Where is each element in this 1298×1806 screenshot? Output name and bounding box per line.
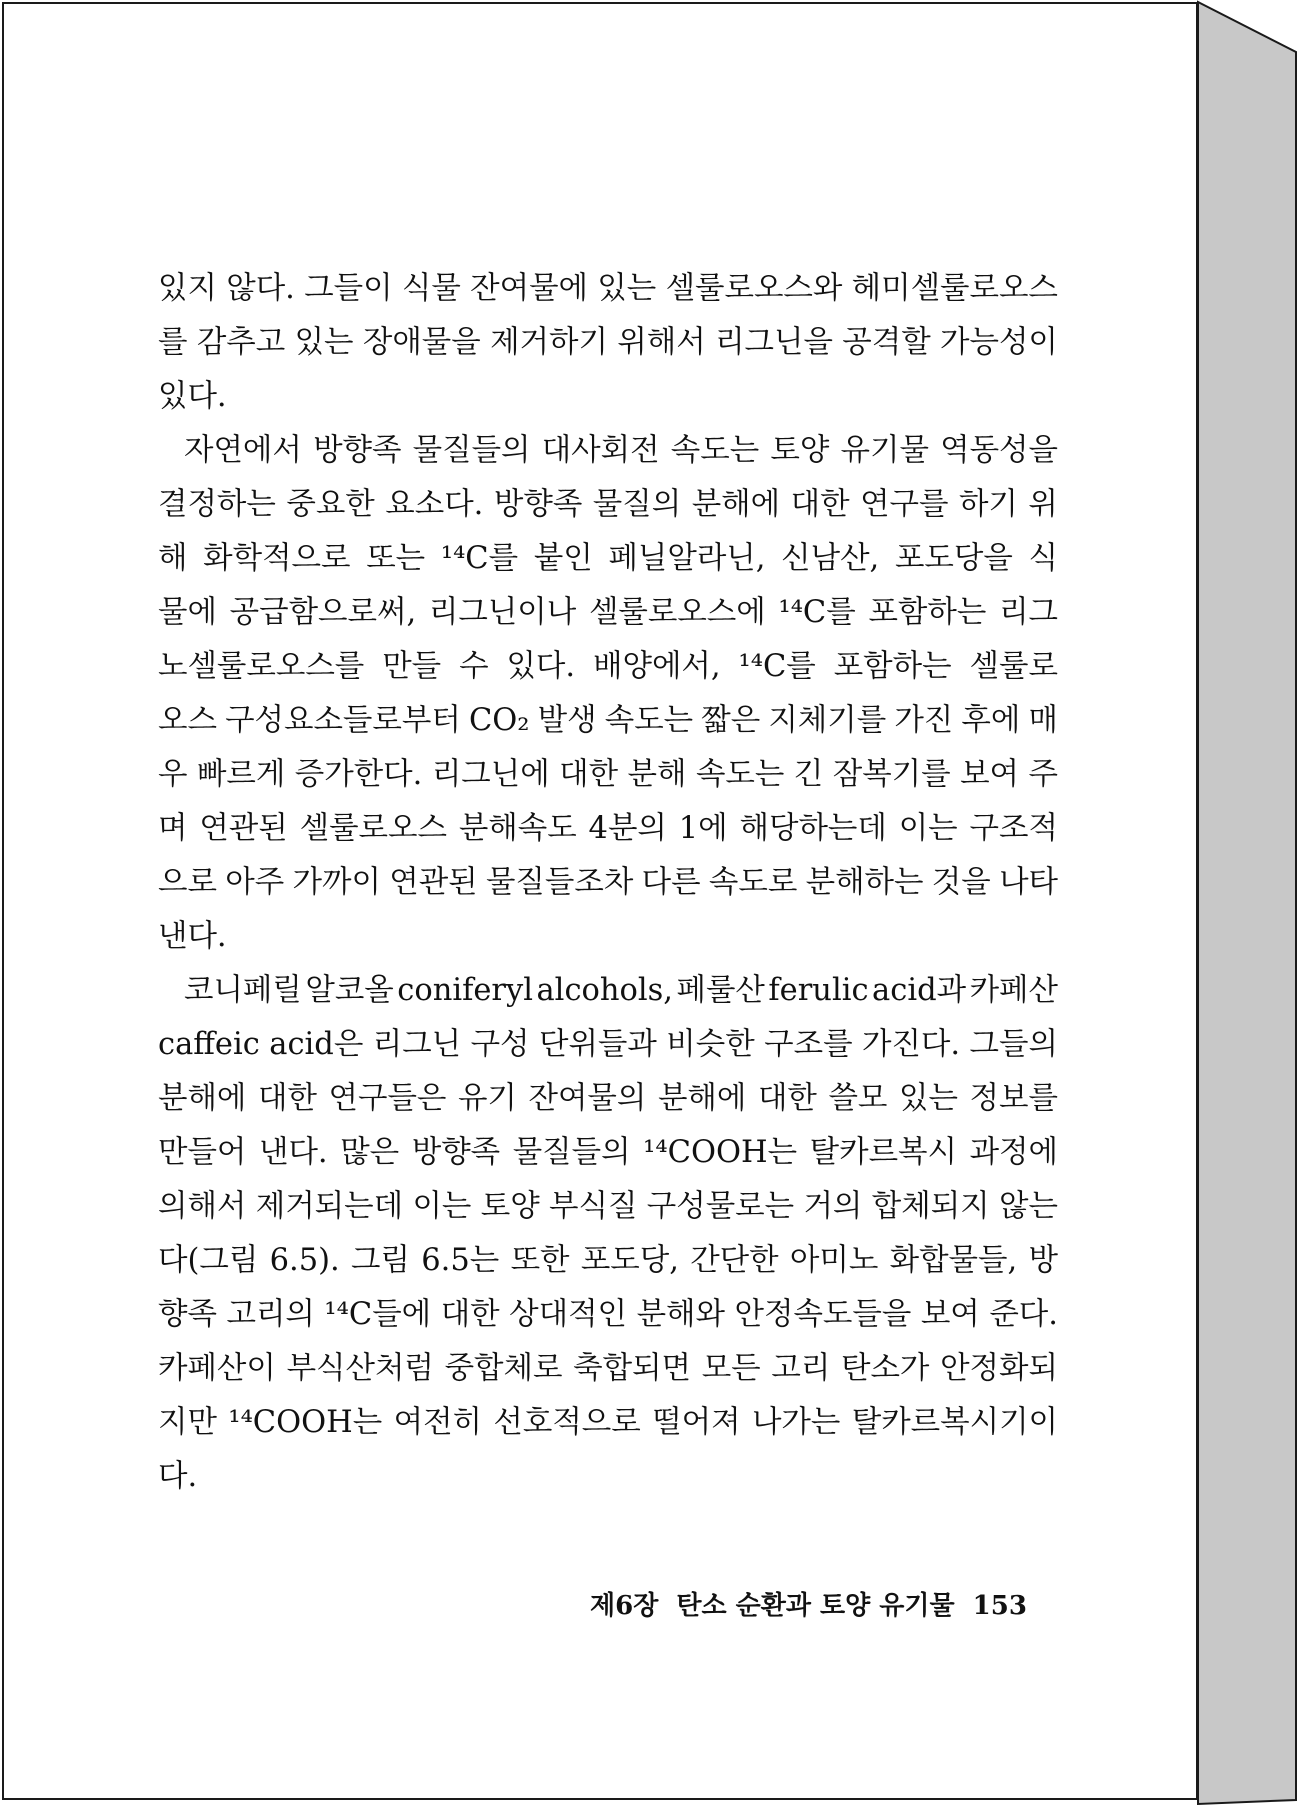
paragraph-first-line: 자연에서 방향족 물질들의 대사회전 속도는 토양 유기물 역동성을 (184, 433, 1058, 468)
text-line: 있지 않다. 그들이 식물 잔여물에 있는 셀룰로오스와 헤미셀룰로오스 (158, 271, 1058, 306)
text-line: 며 연관된 셀룰로오스 분해속도 4분의 1에 해당하는데 이는 구조적 (158, 811, 1058, 846)
text-line: 노셀룰로오스를 만들 수 있다. 배양에서, ¹⁴C를 포함하는 셀룰로 (158, 649, 1058, 684)
text-line: 분해에 대한 연구들은 유기 잔여물의 분해에 대한 쓸모 있는 정보를 (158, 1081, 1058, 1116)
text-line: 해 화학적으로 또는 ¹⁴C를 붙인 페닐알라닌, 신남산, 포도당을 식 (158, 541, 1058, 576)
text-line: caffeic acid은 리그닌 구성 단위들과 비슷한 구조를 가진다. 그들의 (158, 1027, 1058, 1062)
text-line: 지만 ¹⁴COOH는 여전히 선호적으로 떨어져 나가는 탈카르복시기이 (158, 1405, 1058, 1440)
text-line: 있다. (158, 379, 227, 414)
text-line: 를 감추고 있는 장애물을 제거하기 위해서 리그닌을 공격할 가능성이 (158, 325, 1058, 360)
body-text (158, 262, 1058, 1504)
text-line: 만들어 낸다. 많은 방향족 물질들의 ¹⁴COOH는 탈카르복시 과정에 (158, 1135, 1058, 1170)
running-footer (590, 1585, 1027, 1622)
text-line: 우 빠르게 증가한다. 리그닌에 대한 분해 속도는 긴 잠복기를 보여 주 (158, 757, 1058, 792)
text-line: 다(그림 6.5). 그림 6.5는 또한 포도당, 간단한 아미노 화합물들, 방 (158, 1243, 1058, 1278)
text-line: 향족 고리의 ¹⁴C들에 대한 상대적인 분해와 안정속도들을 보여 준다. (158, 1297, 1058, 1332)
page-number: 153 (972, 1591, 1027, 1621)
paragraph-first-line: 코니페릴 알코올 coniferyl alcohols, 페룰산 ferulic acid과 카페산 (184, 973, 1058, 1008)
chapter-label: 제6장 (590, 1591, 659, 1621)
text-line: 오스 구성요소들로부터 CO₂ 발생 속도는 짧은 지체기를 가진 후에 매 (158, 703, 1058, 738)
text-line: 카페산이 부식산처럼 중합체로 축합되면 모든 고리 탄소가 안정화되 (158, 1351, 1058, 1386)
text-line: 물에 공급함으로써, 리그닌이나 셀룰로오스에 ¹⁴C를 포함하는 리그 (158, 595, 1058, 630)
text-line: 낸다. (158, 919, 227, 954)
text-line: 의해서 제거되는데 이는 토양 부식질 구성물로는 거의 합체되지 않는 (158, 1189, 1058, 1224)
text-line: 결정하는 중요한 요소다. 방향족 물질의 분해에 대한 연구를 하기 위 (158, 487, 1058, 522)
chapter-title: 탄소 순환과 토양 유기물 (676, 1591, 955, 1621)
text-line: 다. (158, 1459, 198, 1494)
text-line: 으로 아주 가까이 연관된 물질들조차 다른 속도로 분해하는 것을 나타 (158, 865, 1058, 900)
